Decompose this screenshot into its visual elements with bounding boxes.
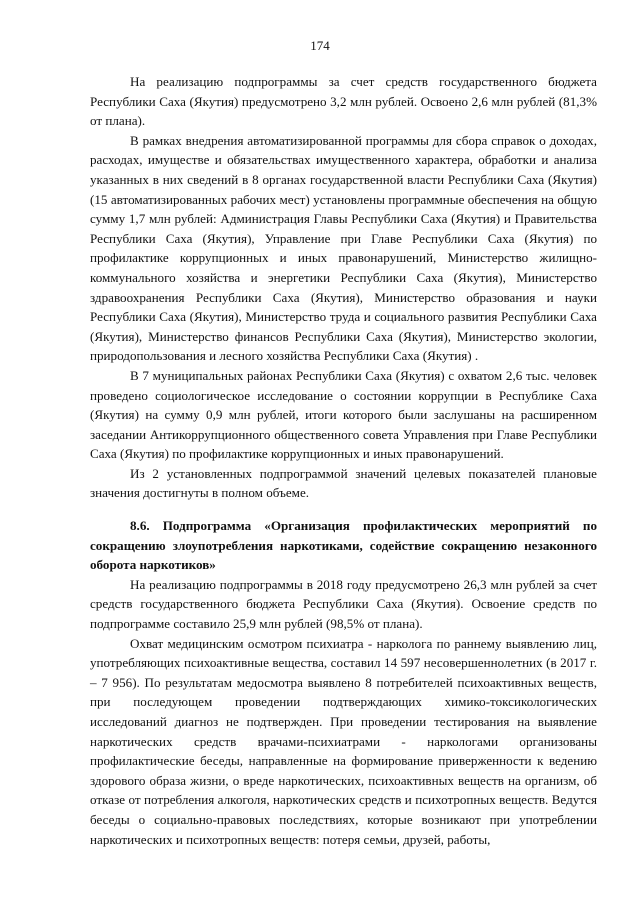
paragraph-sociological-study: В 7 муниципальных районах Республики Саха (Якутия) с охватом 2,6 тыс. человек проведено социологическое исследование о состоянии коррупции в Республике Саха (Якутия) на сумму 0,9 млн рублей, итоги которого были заслушаны на расширенном заседании Антикоррупционного общественного совета Управления при Главе Республики Саха (Якутия) по профилактике коррупционных и иных правонарушений. [90,367,597,462]
paragraph-automated-program: В рамках внедрения автоматизированной программы для сбора справок о доходах, расходах, имуществе и обязательствах имущественного характера, обработки и анализа указанных в них сведений в 8 органах государственной власти Республики Саха (Якутия) (15 автоматизированных рабочих мест) установлены программные обеспечения на общую сумму 1,7 млн рублей: Администрация Главы Республики Саха (Якутия) и Правительства Республики Саха (Якутия), Управление при Главе Республики Саха (Якутия) по профилактике коррупционных и иных правонарушений, Министерство жилищно-коммунального хозяйства и энергетики Республики Саха (Якутия), Министерство здравоохранения Республики Саха (Якутия), Министерство образования и науки Республики Саха (Якутия), Министерство труда и социального развития Республики Саха (Якутия), Министерство финансов Республики Саха (Якутия), Министерство экологии, природопользования и лесного хозяйства Республики Саха (Якутия) . [90,132,597,364]
page-number: 174 [310,38,330,53]
section-heading-8-6: 8.6. Подпрограмма «Организация профилактических мероприятий по сокращению злоупотребления наркотиками, содействие сокращению незаконного оборота наркотиков» [90,518,597,573]
paragraph-section-funding: На реализацию подпрограммы в 2018 году предусмотрено 26,3 млн рублей за счет средств государственного бюджета Республики Саха (Якутия). Освоение средств по подпрограмме составило 25,9 млн рублей (98,5% от плана). [90,576,597,632]
paragraph-medical-screening: Охват медицинским осмотром психиатра - нарколога по раннему выявлению лиц, употребляющих психоактивные вещества, составил 14 597 несовершеннолетних (в 2017 г. – 7 956). По результатам медосмотра выявлено 8 потребителей психоактивных веществ, при последующем проведении подтверждающих химико-токсикологических исследований диагноз не подтвержден. При проведении тестирования на выявление наркотических средств врачами-психиатрами - наркологами организованы профилактические беседы, направленные на формирование приверженности к ведению здорового образа жизни, о вреде наркотических, психоактивных веществ на организм, об отказе от потребления алкоголя, наркотических средств и психотропных веществ. Ведутся беседы о социально-правовых последствиях, которые возникают при употреблении наркотических и психотропных веществ: потеря семьи, друзей, работы, [90,635,597,847]
document-body [90,72,597,849]
paragraph-subprogram-funding: На реализацию подпрограммы за счет средств государственного бюджета Республики Саха (Якутия) предусмотрено 3,2 млн рублей. Освоено 2,6 млн рублей (81,3% от плана). [90,74,597,129]
paragraph-target-indicators: Из 2 установленных подпрограммой значений целевых показателей плановые значения достигнуты в полном объеме. [90,465,597,501]
